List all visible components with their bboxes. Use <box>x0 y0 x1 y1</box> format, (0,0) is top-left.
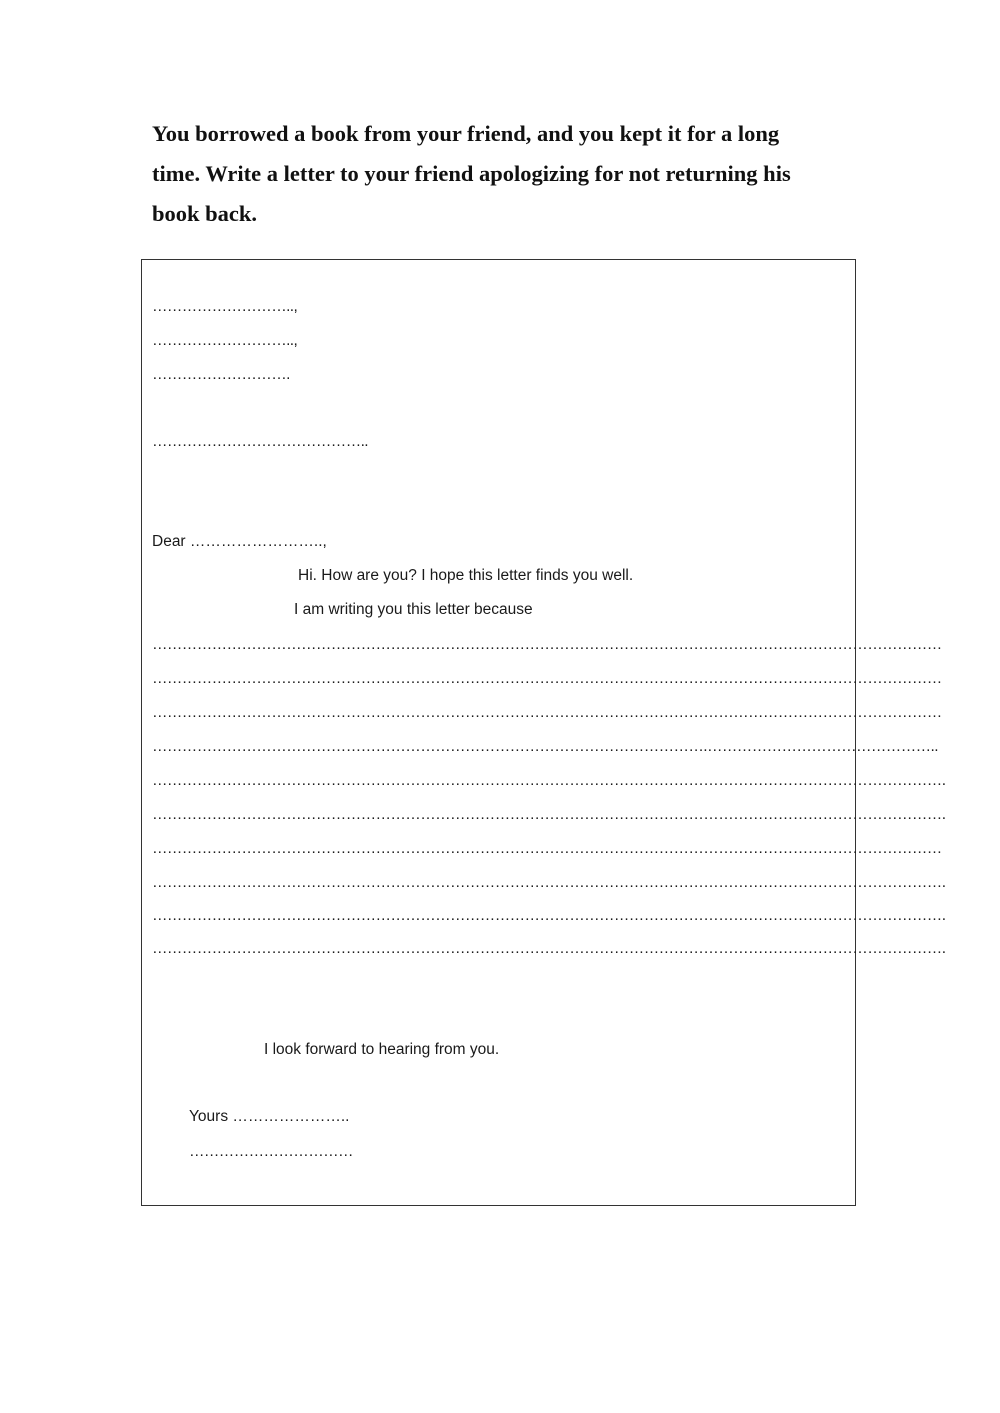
closing-line: I look forward to hearing from you. <box>264 1041 500 1058</box>
signature-line: …………………………… <box>189 1143 353 1160</box>
letter-box <box>141 259 946 1206</box>
address-line-1: ……………………….., <box>152 298 298 315</box>
writing-line: ……………………………………………………………………………………………………………………………………………. <box>152 940 946 957</box>
date-line: …………………………………….. <box>152 433 369 450</box>
prompt-line-3: book back. <box>152 201 258 226</box>
writing-line: …………………………………………………………………………………………………………………………………………… <box>152 670 942 687</box>
intro-sentence: I am writing you this letter because <box>294 601 533 618</box>
address-line-3: ………………………. <box>152 366 290 383</box>
writing-line: …………………………………………………………………………………………………………………………………………… <box>152 636 942 653</box>
prompt-line-2: time. Write a letter to your friend apologizing for not returning his <box>152 161 791 186</box>
salutation: Dear …………………….., <box>152 533 327 550</box>
writing-line: ……………………………………………………………………………………………………………………………………………. <box>152 806 946 823</box>
writing-line: ……………………………………………………………………………………………………………………………………………. <box>152 907 946 924</box>
signoff: Yours ………………….. <box>189 1108 350 1125</box>
writing-line: …………………………………………………………………………………………………………………………………………… <box>152 704 942 721</box>
writing-line: ……………………………………………………………………………………………………………………………………………. <box>152 772 946 789</box>
writing-line: …………………………………………………………………………………………………………………………………………… <box>152 840 942 857</box>
prompt-line-1: You borrowed a book from your friend, and you kept it for a long <box>152 121 780 146</box>
greeting: Hi. How are you? I hope this letter finds you well. <box>298 567 634 584</box>
address-line-2: ……………………….., <box>152 332 298 349</box>
writing-line: ……………………………………………………………………………………………………………………………………………. <box>152 874 946 891</box>
writing-line: ………………………………………………………………………………………………….……………………………………….. <box>152 738 938 755</box>
writing-prompt <box>152 114 852 234</box>
